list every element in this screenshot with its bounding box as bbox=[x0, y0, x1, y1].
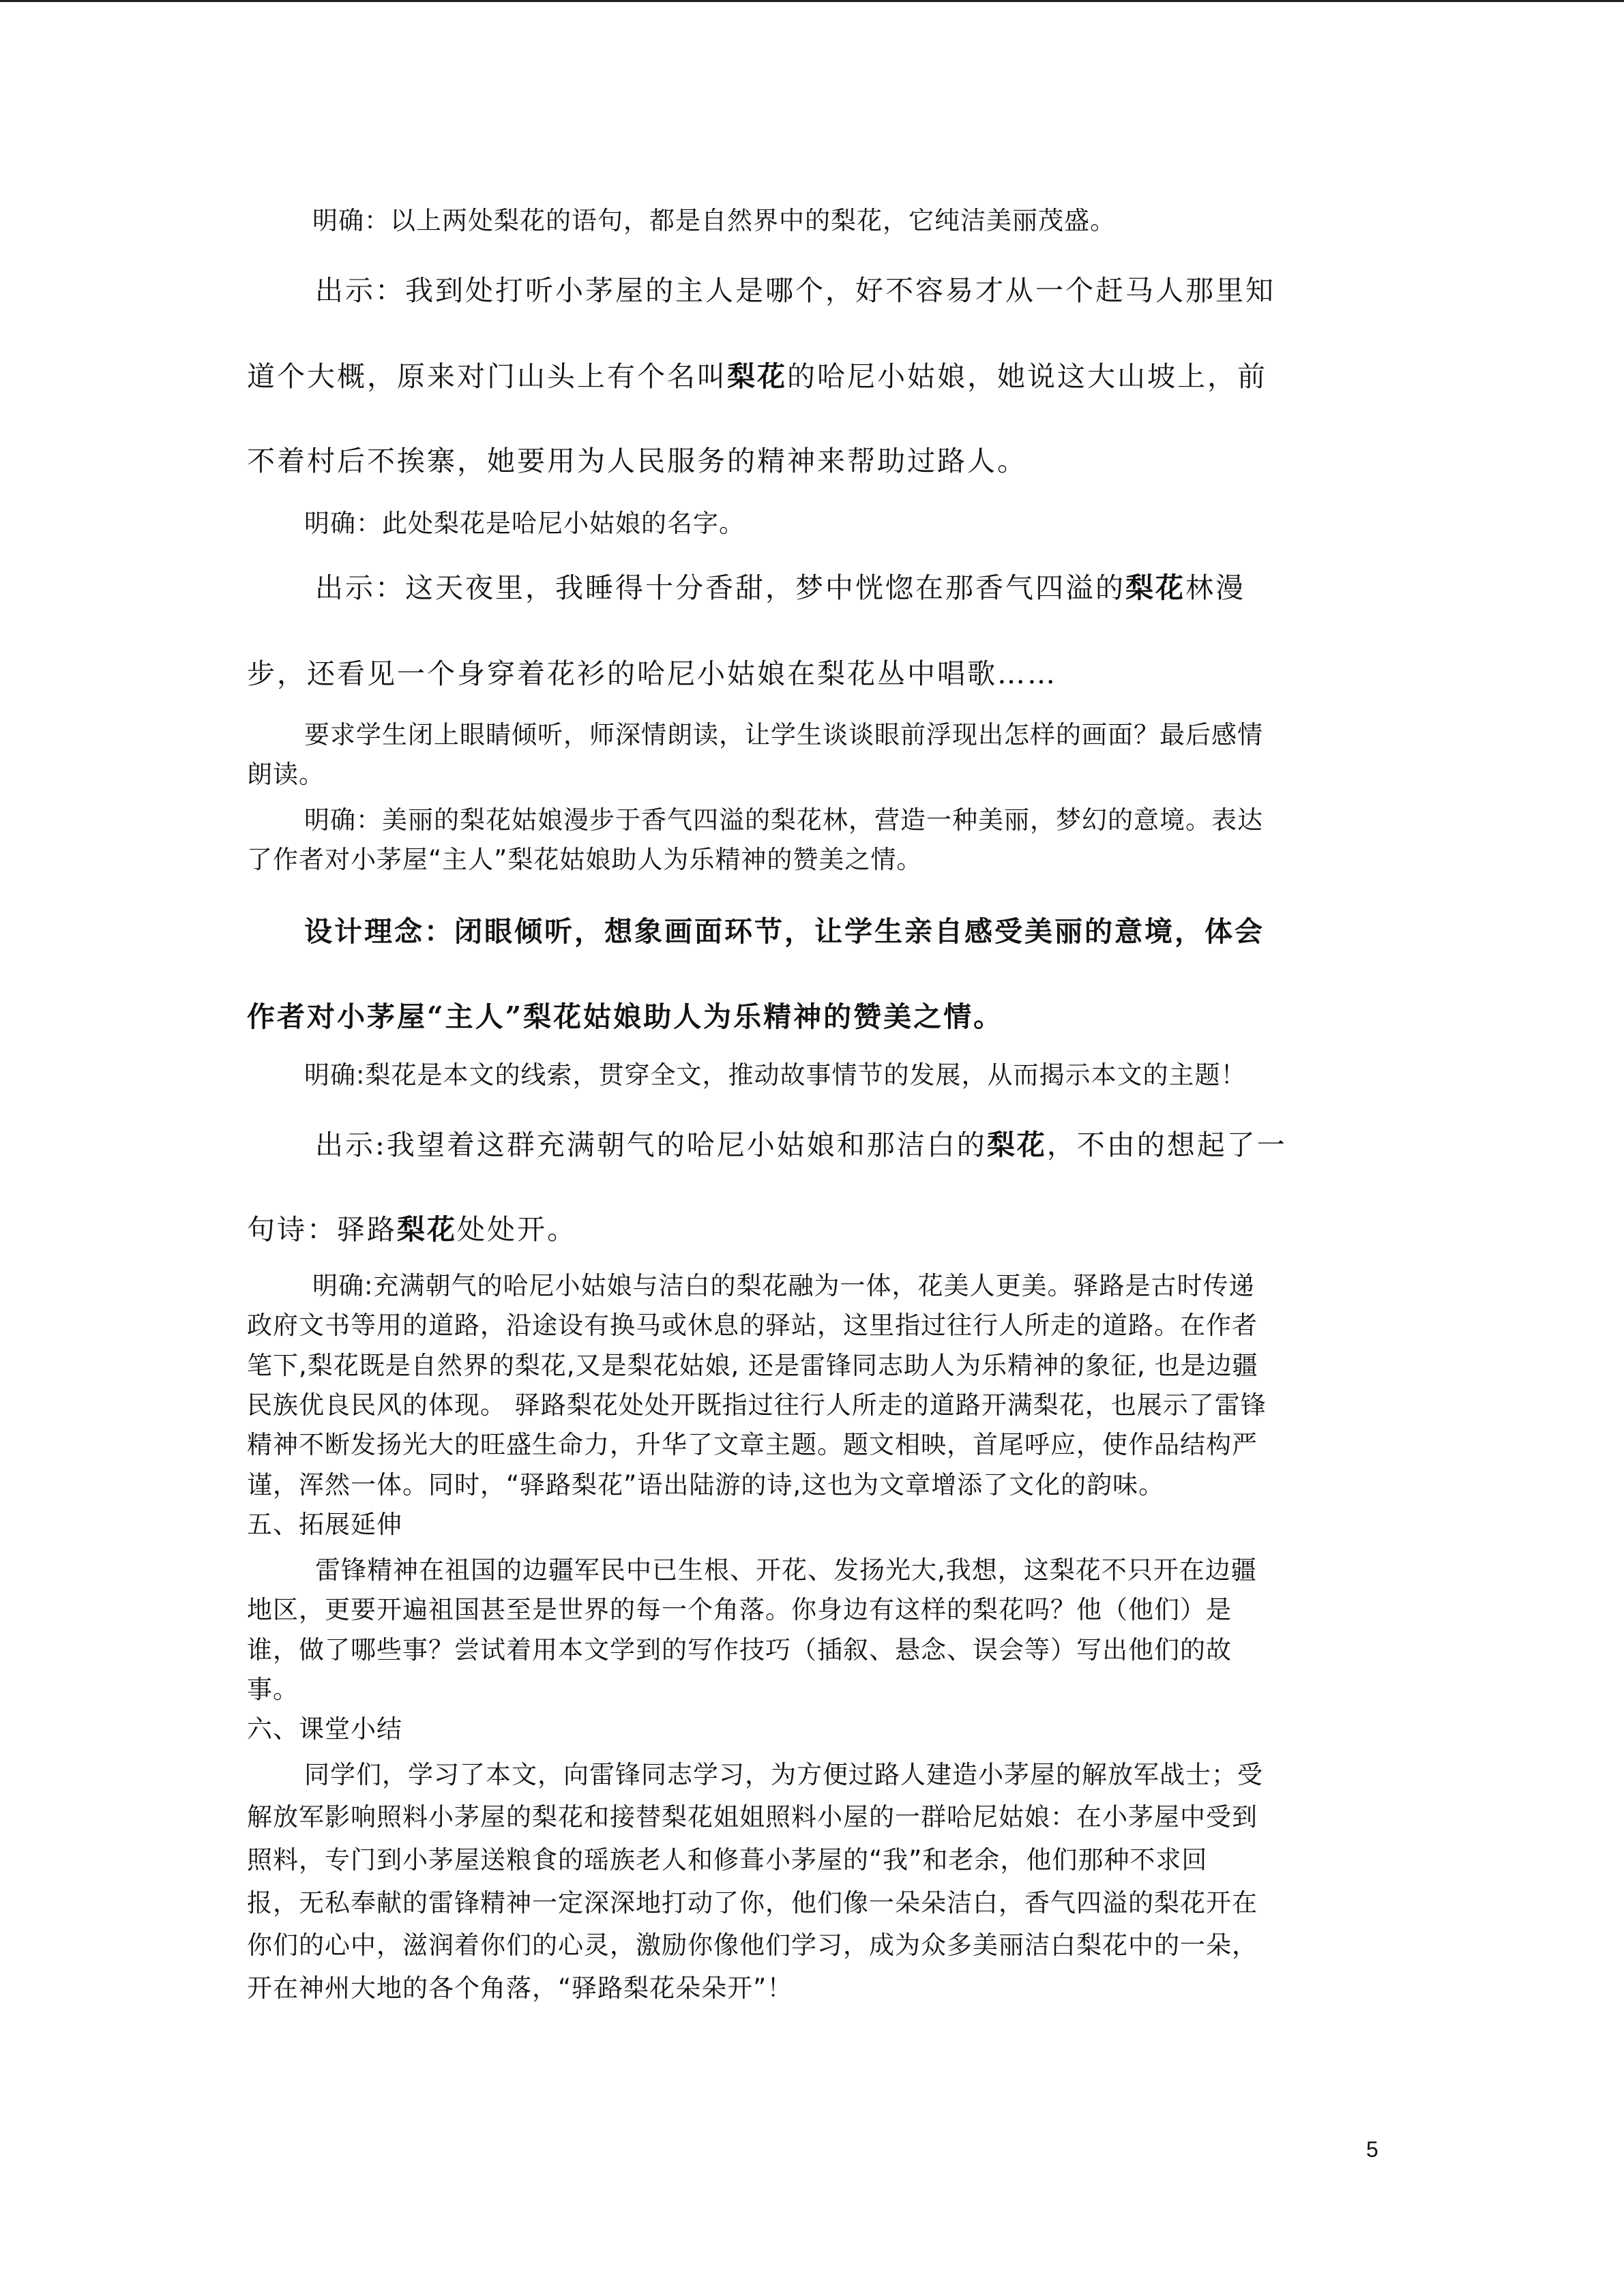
quote-text: 出示：这天夜里，我睡得十分香甜，梦中恍惚在那香气四溢的 bbox=[315, 571, 1125, 604]
paragraph-line: 谁，做了哪些事？尝试着用本文学到的写作技巧（插叙、悬念、误会等）写出他们的故 bbox=[247, 1635, 1232, 1665]
paragraph-line: 同学们，学习了本文，向雷锋同志学习，为方便过路人建造小茅屋的解放军战士；受 bbox=[304, 1760, 1263, 1789]
paragraph-line: 民族优良民风的体现。 驿路梨花处处开既指过往行人所走的道路开满梨花，也展示了雷锋 bbox=[247, 1390, 1267, 1420]
paragraph-line: 了作者对小茅屋“主人”梨花姑娘助人为乐精神的赞美之情。 bbox=[247, 845, 923, 874]
paragraph-line: 你们的心中，滋润着你们的心灵，激励你像他们学习，成为众多美丽洁白梨花中的一朵， bbox=[247, 1930, 1258, 1960]
quote-line bbox=[247, 438, 1379, 479]
paragraph-line: 明确：美丽的梨花姑娘漫步于香气四溢的梨花林，营造一种美丽，梦幻的意境。表达 bbox=[304, 805, 1263, 835]
quote-text: 步，还看见一个身穿着花衫的哈尼小姑娘在梨花丛中唱歌…… bbox=[247, 657, 1057, 690]
quote-line bbox=[247, 1207, 1379, 1247]
quote-text: 处处开。 bbox=[457, 1213, 577, 1246]
section-heading: 六、课堂小结 bbox=[247, 1714, 402, 1744]
paragraph-line: 开在神州大地的各个角落，“驿路梨花朵朵开”！ bbox=[247, 1973, 793, 2003]
paragraph-line: 明确:充满朝气的哈尼小姑娘与洁白的梨花融为一体，花美人更美。驿路是古时传递 bbox=[312, 1271, 1255, 1300]
design-concept-line: 作者对小茅屋“主人”梨花姑娘助人为乐精神的赞美之情。 bbox=[247, 1000, 1004, 1033]
quote-text: 出示：我到处打听小茅屋的主人是哪个，好不容易才从一个赶马人那里知 bbox=[315, 274, 1275, 307]
quote-line bbox=[315, 565, 1447, 606]
quote-line bbox=[315, 1122, 1447, 1163]
paragraph-line: 精神不断发扬光大的旺盛生命力，升华了文章主题。题文相映，首尾呼应，使作品结构严 bbox=[247, 1430, 1258, 1459]
quote-text: 不着村后不挨寨，她要用为人民服务的精神来帮助过路人。 bbox=[247, 445, 1027, 477]
paragraph-line: 地区，更要开遍祖国甚至是世界的每一个角落。你身边有这样的梨花吗？他（他们）是 bbox=[247, 1595, 1232, 1624]
paragraph-line: 明确:梨花是本文的线索，贯穿全文，推动故事情节的发展，从而揭示本文的主题！ bbox=[304, 1060, 1247, 1090]
quote-line bbox=[315, 268, 1447, 308]
paragraph-line: 报，无私奉献的雷锋精神一定深深地打动了你，他们像一朵朵洁白，香气四溢的梨花开在 bbox=[247, 1888, 1258, 1918]
section-heading: 五、拓展延伸 bbox=[247, 1510, 402, 1539]
paragraph-line: 解放军影响照料小茅屋的梨花和接替梨花姐姐照料小屋的一群哈尼姑娘：在小茅屋中受到 bbox=[247, 1802, 1258, 1832]
quote-text: ，不由的想起了一 bbox=[1046, 1129, 1287, 1161]
paragraph-line: 事。 bbox=[247, 1675, 299, 1704]
quote-line bbox=[247, 651, 1379, 691]
quote-line bbox=[247, 354, 1379, 394]
paragraph-line: 明确：此处梨花是哈尼小姑娘的名字。 bbox=[304, 509, 745, 538]
paragraph-line: 明确：以上两处梨花的语句，都是自然界中的梨花，它纯洁美丽茂盛。 bbox=[312, 206, 1116, 235]
page-number: 5 bbox=[1366, 2137, 1378, 2162]
quote-text: 的哈尼小姑娘，她说这大山坡上，前 bbox=[787, 360, 1267, 393]
paragraph-line: 要求学生闭上眼睛倾听，师深情朗读，让学生谈谈眼前浮现出怎样的画面？最后感情 bbox=[304, 720, 1263, 749]
paragraph-line: 笔下,梨花既是自然界的梨花,又是梨花姑娘, 还是雷锋同志助人为乐精神的象征, 也是边疆 bbox=[247, 1351, 1258, 1380]
paragraph-line: 政府文书等用的道路，沿途设有换马或休息的驿站，这里指过往行人所走的道路。在作者 bbox=[247, 1311, 1258, 1340]
emphasis-lihua: 梨花 bbox=[1125, 571, 1185, 604]
quote-text: 句诗：驿路 bbox=[247, 1213, 397, 1246]
paragraph-line: 朗读。 bbox=[247, 760, 325, 789]
paragraph-line: 雷锋精神在祖国的边疆军民中已生根、开花、发扬光大,我想，这梨花不只开在边疆 bbox=[315, 1555, 1257, 1585]
quote-text: 林漫 bbox=[1185, 571, 1245, 604]
quote-text: 出示:我望着这群充满朝气的哈尼小姑娘和那洁白的 bbox=[315, 1129, 987, 1161]
emphasis-lihua: 梨花 bbox=[727, 360, 787, 393]
emphasis-lihua: 梨花 bbox=[397, 1213, 457, 1246]
quote-text: 道个大概，原来对门山头上有个名叫 bbox=[247, 360, 727, 393]
emphasis-lihua: 梨花 bbox=[986, 1129, 1047, 1161]
paragraph-line: 谨，浑然一体。同时，“驿路梨花”语出陆游的诗,这也为文章增添了文化的韵味。 bbox=[247, 1470, 1165, 1500]
design-concept-line: 设计理念：闭眼倾听，想象画面环节，让学生亲自感受美丽的意境，体会 bbox=[304, 915, 1265, 948]
paragraph-line: 照料，专门到小茅屋送粮食的瑶族老人和修葺小茅屋的“我”和老余，他们那种不求回 bbox=[247, 1845, 1208, 1875]
